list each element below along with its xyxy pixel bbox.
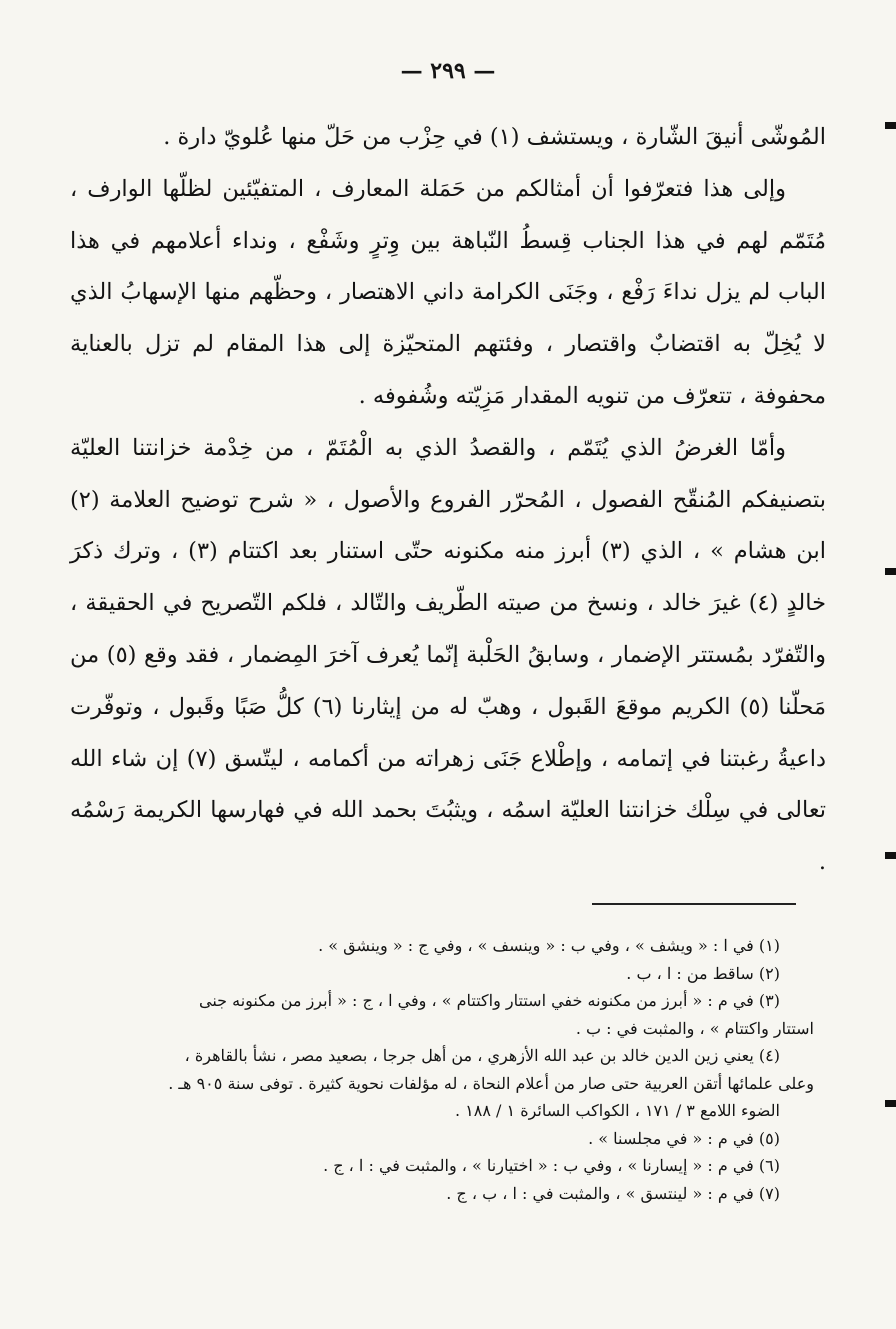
footnote-4: (٤) يعني زين الدين خالد بن عبد الله الأزهري ، من أهل جرجا ، بصعيد مصر ، نشأ بالقاهرة ، (184, 1046, 780, 1065)
edge-mark (885, 1100, 896, 1107)
footnote-7: (٧) في م : « لينتسق » ، والمثبت في : ا ، ب ، ج . (446, 1183, 780, 1203)
edge-mark (885, 852, 896, 859)
footnote-5: (٥) في م : « في مجلسنا » . (588, 1128, 780, 1148)
footnote-divider (592, 903, 796, 905)
main-text (70, 112, 826, 889)
page-number: — ٢٩٩ — (400, 58, 496, 84)
footnote-2: (٢) ساقط من : ا ، ب . (626, 963, 780, 983)
body-paragraph-3: وأمّا الغرضُ الذي يُتَمّم ، والقصدُ الذي به الْمُتَمّ ، من خِدْمة خزانتنا العليّة بتصنيفكم المُنقّح الفصول ، المُحرّر الفروع والأصول ، « شرح توضيح العلامة (٢) ابن هشام » ، الذي (٣) أبرز منه مكنونه حتّى استنار بعد اكتتام (٣) ، وترك ذكرَ خالدٍ (٤) غيرَ خالد ، ونسخ من صيته الطّريف والتّالد ، فلكم التّصريح في الحقيقة ، والتّفرّد بمُستتر الإضمار ، وسابقُ الحَلْبة إنّما يُعرف آخرَ المِضمار ، فقد وقع (٥) من مَحلّنا (٥) الكريم موقعَ القَبول ، وهبّ له من إيثارنا (٦) كلُّ صَبًا وقَبول ، وتوفّرت داعيةُ رغبتنا في إتمامه ، وإطْلاع جَنَى زهراته من أكمامه ، ليتّسق (٧) إن شاء الله تعالى في سِلْك خزانتنا العليّة اسمُه ، ويثبُتَ بحمد الله في فهارسها الكريمة رَسْمُه . (70, 434, 826, 876)
footnotes (70, 932, 830, 1207)
edge-mark (885, 122, 896, 129)
footnote-6: (٦) في م : « إيسارنا » ، وفي ب : « اختيارنا » ، والمثبت في : ا ، ج . (323, 1156, 780, 1175)
footnote-3: (٣) في م : « أبرز من مكنونه خفي استتار واكتتام » ، وفي ا ، ج : « أبرز من مكنونه جنى (198, 991, 780, 1010)
footnote-4-sources: الضوء اللامع ٣ / ١٧١ ، الكواكب السائرة ١ / ١٨٨ . (455, 1101, 780, 1120)
body-paragraph-2: وإلى هذا فتعرّفوا أن أمثالكم من حَمَلة المعارف ، المتفيّئين لظلّها الوارف ، مُتَمّم لهم في هذا الجناب قِسطُ النّباهة بين وِترٍ وشَفْع ، ونداء أعلامهم في هذا الباب لم يزل نداءَ رَفْع ، وجَنَى الكرامة داني الاهتصار ، وحظّهم منها الإسهابُ الذي لا يُخِلّ به اقتضابٌ واقتصار ، وفئتهم المتحيّزة إلى هذا المقام لم تزل بالعناية محفوفة ، تتعرّف من تنويه المقدار مَزِيّته وشُفوفه . (70, 175, 826, 409)
footnote-3-continuation: استتار واكتتام » ، والمثبت في : ب . (575, 1018, 814, 1038)
footnote-1: (١) في ا : « ويشف » ، وفي ب : « وينسف » ، وفي ج : « وينشق » . (318, 936, 780, 955)
footnote-4-continuation: وعلى علمائها أتقن العربية حتى صار من أعلام النحاة ، له مؤلفات نحوية كثيرة . توفى سنة ٩٠٥ هـ . (168, 1073, 814, 1093)
body-paragraph-1: المُوشّى أنيقَ الشّارة ، ويستشف (١) في حِزْب من حَلّ منها عُلويّ دارة . (163, 124, 826, 150)
edge-mark (885, 568, 896, 575)
